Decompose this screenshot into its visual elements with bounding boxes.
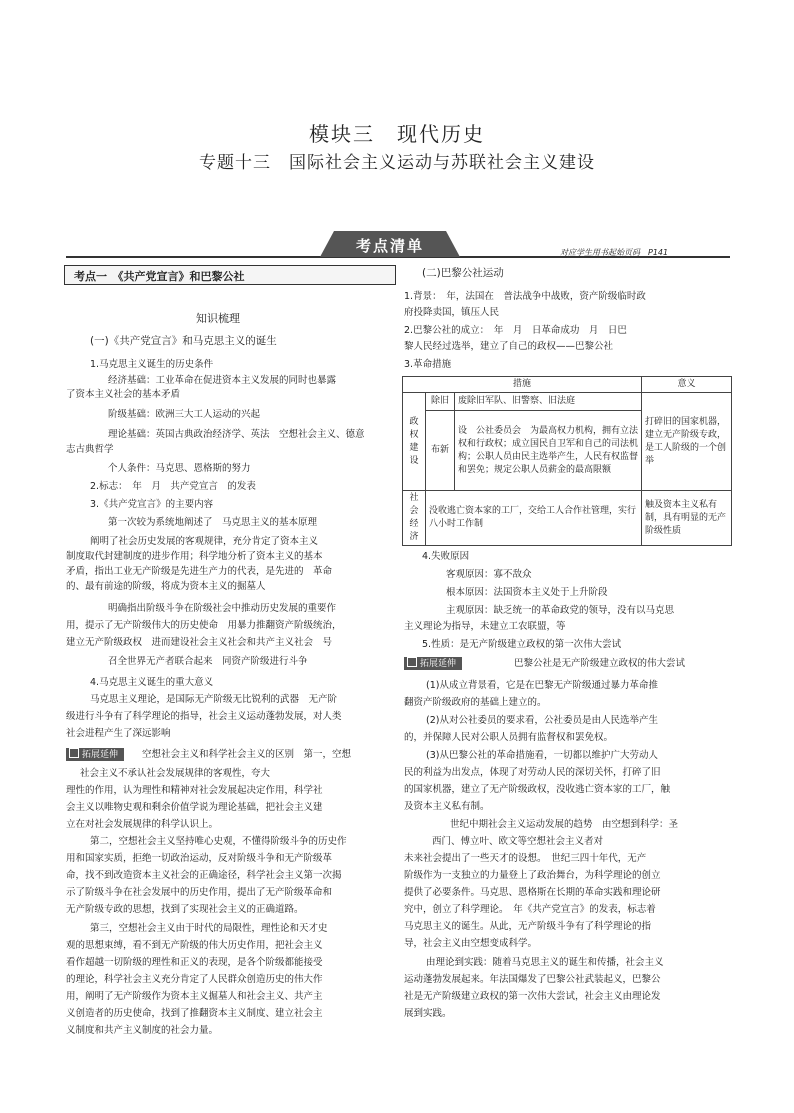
summary-line: 世纪中期社会主义运动发展的趋势 由空想到科学：圣 bbox=[450, 819, 679, 830]
left-item: 第一次较为系统地阐述了 马克思主义的基本原理 bbox=[108, 517, 318, 528]
summary-line: 导，社会主义由空想变成科学。 bbox=[404, 938, 538, 949]
ext-line: (1)从成立背景看，它是在巴黎无产阶级通过暴力革命推 bbox=[426, 680, 658, 691]
left-item: 4.马克思主义诞生的重大意义 bbox=[90, 677, 214, 688]
row-text: 设 公社委员会 为最高权力机构，拥有立法权和行政权；成立国民自卫军和自己的司法机构；公职人员由民主选举产生，人民有权监督和罢免；规定公职人员薪金的最高限额 bbox=[455, 411, 642, 491]
summary-line: 展到实践。 bbox=[404, 1008, 452, 1019]
meaning-political: 打碎旧的国家机器，建立无产阶级专政，是工人阶级的一个创举 bbox=[642, 393, 732, 491]
after-table-line: 客观原因：寡不敌众 bbox=[446, 569, 532, 580]
ext-line: (2)从对公社委员的要求看，公社委员是由人民选举产生 bbox=[426, 715, 658, 726]
ext-line: 示了阶级斗争在社会发展中的历史作用，提出了无产阶级革命和 bbox=[66, 887, 333, 898]
row-type: 布新 bbox=[426, 411, 455, 491]
left-item: 制度取代封建制度的进步作用；科学地分析了资本主义的基本 bbox=[66, 551, 323, 562]
right-line: 3.革命措施 bbox=[404, 359, 452, 370]
left-item: 志古典哲学 bbox=[66, 444, 114, 455]
module-title: 模块三 现代历史 bbox=[309, 122, 485, 146]
ext-line: 空想社会主义和科学社会主义的区别 第一，空想 bbox=[142, 749, 352, 760]
left-item: 了资本主义社会的基本矛盾 bbox=[66, 389, 181, 400]
ext-line: 立在对社会发展规律的科学认识上。 bbox=[66, 819, 219, 830]
summary-line: 阶级作为一支独立的力量登上了政治舞台，为科学理论的创立 bbox=[404, 870, 661, 881]
left-item: 社会进程产生了深远影响 bbox=[66, 728, 171, 739]
ext-line: 义制度和共产主义制度的社会力量。 bbox=[66, 1025, 219, 1036]
ext-line: 第二，空想社会主义坚持唯心史观，不懂得阶级斗争的历史作 bbox=[90, 836, 347, 847]
left-item: 召全世界无产者联合起来 同资产阶级进行斗争 bbox=[108, 656, 308, 667]
ext-line: 会主义以唯物史观和剩余价值学说为理论基础，把社会主义建 bbox=[66, 802, 323, 813]
subheading: 知识梳理 bbox=[196, 312, 240, 325]
summary-line: 马克思主义的诞生。从此，无产阶级斗争有了科学理论的指 bbox=[404, 921, 652, 932]
left-item: 3.《共产党宣言》的主要内容 bbox=[90, 499, 214, 510]
topic-title: 专题十三 国际社会主义运动与苏联社会主义建设 bbox=[199, 153, 595, 173]
ext-line: 用和国家实质，拒绝一切政治运动，反对阶级斗争和无产阶级革 bbox=[66, 853, 333, 864]
left-item: 明确指出阶级斗争在阶级社会中推动历史发展的重要作 bbox=[108, 603, 337, 614]
left-item: 级进行斗争有了科学理论的指导，社会主义运动蓬勃发展，对人类 bbox=[66, 711, 342, 722]
left-item: 理论基础：英国古典政治经济学、英法 空想社会主义、德意 bbox=[108, 429, 365, 440]
ext-line: (3)从巴黎公社的革命措施看，一切都以维护广大劳动人 bbox=[426, 750, 658, 761]
part2-title: (二)巴黎公社运动 bbox=[422, 267, 504, 279]
after-table-line: 根本原因：法国资本主义处于上升阶段 bbox=[446, 587, 608, 598]
after-table-line: 4.失败原因 bbox=[422, 551, 470, 562]
left-item: 马克思主义理论，是国际无产阶级无比锐利的武器 无产阶 bbox=[90, 694, 338, 705]
ext-line: 用，阐明了无产阶级作为资本主义掘墓人和社会主义、共产主 bbox=[66, 991, 323, 1002]
part1-title: (一)《共产党宣言》和马克思主义的诞生 bbox=[90, 335, 277, 347]
ext-title: 巴黎公社是无产阶级建立政权的伟大尝试 bbox=[514, 658, 686, 669]
summary-line: 提供了必要条件。马克思、恩格斯在长期的革命实践和理论研 bbox=[404, 887, 661, 898]
left-item: 用，提示了无产阶级伟大的历史使命 用暴力推翻资产阶级统治， bbox=[66, 620, 342, 631]
ext-line: 的国家机器，建立了无产阶级政权，没收逃亡资本家的工厂，触 bbox=[404, 784, 671, 795]
group-political: 政权建设 bbox=[403, 393, 426, 491]
extension-icon bbox=[407, 657, 417, 667]
col-measures: 措施 bbox=[403, 377, 642, 393]
extension-label: 拓展延伸 bbox=[82, 750, 119, 760]
page-ref: 对应学生用书起始页码 P141 bbox=[560, 248, 669, 257]
summary-line: 究中，创立了科学理论。 年《共产党宣言》的发表，标志着 bbox=[404, 904, 656, 915]
ext-line: 翻资产阶级政府的基础上建立的。 bbox=[404, 697, 547, 708]
extension-label: 拓展延伸 bbox=[420, 659, 457, 669]
left-item: 1.马克思主义诞生的历史条件 bbox=[90, 359, 214, 370]
extension-icon bbox=[69, 748, 79, 758]
left-item: 阐明了社会历史发展的客观规律，充分肯定了资本主义 bbox=[90, 536, 319, 547]
left-item: 个人条件：马克思、恩格斯的努力 bbox=[108, 463, 251, 474]
left-item: 阶级基础：欧洲三大工人运动的兴起 bbox=[108, 409, 261, 420]
left-item: 2.标志： 年 月 共产党宣言 的发表 bbox=[90, 481, 256, 492]
left-item: 的、最有前途的阶级，将成为资本主义的掘墓人 bbox=[66, 581, 266, 592]
right-line: 2.巴黎公社的成立： 年 月 日革命成功 月 日巴 bbox=[404, 325, 627, 336]
after-table-line: 主义理论为指导，未建立工农联盟，等 bbox=[404, 621, 566, 632]
right-line: 黎人民经过选举，建立了自己的政权——巴黎公社 bbox=[404, 341, 614, 352]
measures-table bbox=[402, 376, 732, 546]
ext-line: 的，并保障人民对公职人员拥有监督权和罢免权。 bbox=[404, 732, 614, 743]
after-table-line: 主观原因：缺乏统一的革命政党的领导，没有以马克思 bbox=[446, 605, 675, 616]
ext-line: 无产阶级专政的思想，找到了实现社会主义的正确道路。 bbox=[66, 904, 304, 915]
summary-line: 由理论到实践：随着马克思主义的诞生和传播，社会主义 bbox=[426, 957, 664, 968]
ext-line: 义创造者的历史使命，找到了推翻资本主义制度、建立社会主 bbox=[66, 1008, 323, 1019]
after-table-line: 5.性质：是无产阶级建立政权的第一次伟大尝试 bbox=[422, 639, 622, 650]
extension-badge bbox=[404, 657, 462, 670]
ext-line: 观的思想束缚，看不到无产阶级的伟大历史作用，把社会主义 bbox=[66, 940, 323, 951]
ext-line: 看作超越一切阶级的理性和正义的表现，是各个阶级都能接受 bbox=[66, 957, 323, 968]
left-item: 经济基础：工业革命在促进资本主义发展的同时也暴露 bbox=[108, 375, 337, 386]
row-text: 废除旧军队、旧警察、旧法庭 bbox=[455, 393, 642, 411]
left-item: 矛盾，指出工业无产阶级是先进生产力的代表，是先进的 革命 bbox=[66, 566, 333, 577]
summary-line: 未来社会提出了一些天才的设想。 世纪三四十年代，无产 bbox=[404, 853, 647, 864]
summary-line: 西门、傅立叶、欧文等空想社会主义者对 bbox=[432, 836, 604, 847]
col-meaning: 意义 bbox=[642, 377, 732, 393]
group-economic: 社会经济 bbox=[403, 491, 426, 546]
ext-line: 命，找不到改造资本主义社会的正确途径，科学社会主义第一次揭 bbox=[66, 870, 342, 881]
row-type: 除旧 bbox=[426, 393, 455, 411]
right-line: 府投降卖国，镇压人民 bbox=[404, 307, 500, 318]
left-item: 建立无产阶级政权 进而建设社会主义社会和共产主义社会 号 bbox=[66, 637, 333, 648]
ext-line: 民的利益为出发点，体现了对劳动人民的深切关怀，打碎了旧 bbox=[404, 767, 661, 778]
ext-line: 及资本主义私有制。 bbox=[404, 801, 490, 812]
summary-line: 运动蓬勃发展起来。年法国爆发了巴黎公社武装起义，巴黎公 bbox=[404, 974, 661, 985]
summary-line: 社是无产阶级建立政权的第一次伟大尝试，社会主义由理论发 bbox=[404, 991, 661, 1002]
ext-line: 理性的作用，认为理性和精神对社会发展起决定作用，科学社 bbox=[66, 785, 323, 796]
extension-badge bbox=[66, 748, 124, 761]
ext-line: 的理论，科学社会主义充分肯定了人民群众创造历史的伟大作 bbox=[66, 974, 323, 985]
section-title: 考点一 《共产党宣言》和巴黎公社 bbox=[74, 270, 245, 283]
banner-label: 考点清单 bbox=[355, 237, 424, 255]
row-text: 没收逃亡资本家的工厂，交给工人合作社管理，实行八小时工作制 bbox=[426, 491, 642, 546]
ext-line: 社会主义不承认社会发展规律的客观性，夸大 bbox=[80, 768, 271, 779]
right-line: 1.背景： 年，法国在 普法战争中战败，资产阶级临时政 bbox=[404, 291, 646, 302]
meaning-economic: 触及资本主义私有制，具有明显的无产阶级性质 bbox=[642, 491, 732, 546]
ext-line: 第三，空想社会主义由于时代的局限性，理性论和天才史 bbox=[90, 923, 328, 934]
